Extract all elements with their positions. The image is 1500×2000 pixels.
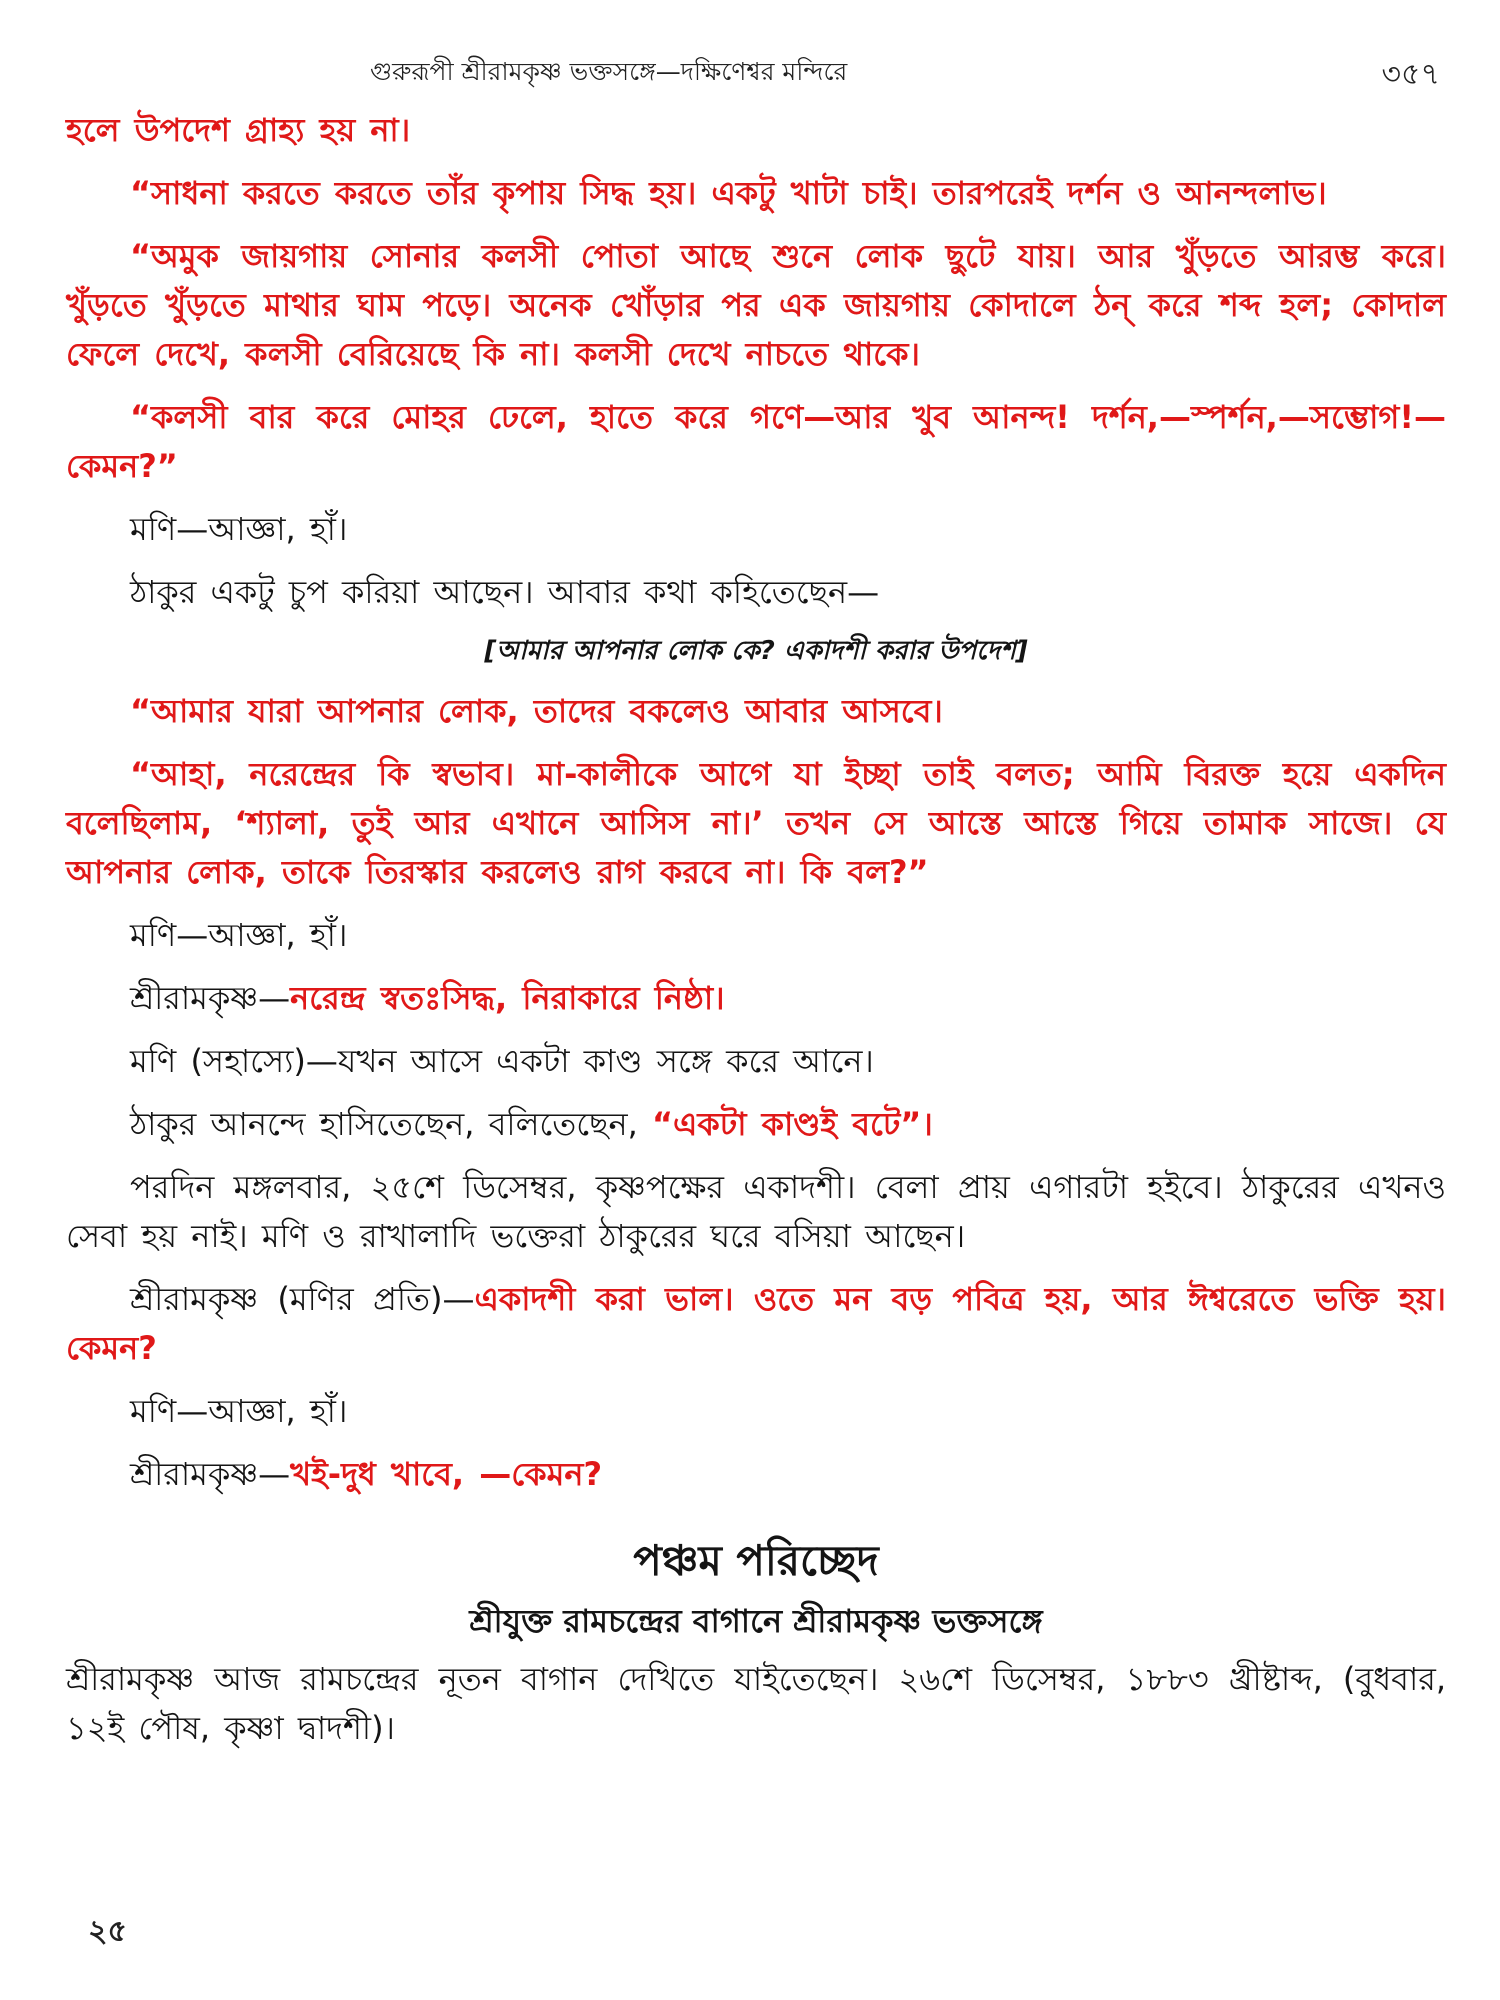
paragraph-16 (66, 1450, 1446, 1499)
running-header (0, 52, 1500, 92)
page-body (66, 106, 1446, 1767)
paragraph-5: মণি—আজ্ঞা, হাঁ। (130, 510, 348, 548)
signature-mark: ২৫ (88, 1914, 127, 1949)
paragraph-7: “আমার যারা আপনার লোক, তাদের বকলেও আবার আসবে। (130, 692, 943, 730)
paragraph-4: “কলসী বার করে মোহর ঢেলে, হাতে করে গণে—আর খুব আনন্দ! দর্শন,—স্পর্শন,—সম্ভোগ!—কেমন?” (66, 398, 1446, 485)
paragraph-6: ঠাকুর একটু চুপ করিয়া আছেন। আবার কথা কহিতেছেন— (130, 573, 880, 611)
paragraph-13: পরদিন মঙ্গলবার, ২৫শে ডিসেম্বর, কৃষ্ণপক্ষের একাদশী। বেলা প্রায় এগারটা হইবে। ঠাকুরের এখনও সেবা হয় নাই। মণি ও রাখালাদি ভক্তেরা ঠাকুরের ঘরে বসিয়া আছেন। (66, 1168, 1446, 1255)
paragraph-1: হলে উপদেশ গ্রাহ্য হয় না। (66, 111, 411, 149)
page-number: ৩৫৭ (1381, 57, 1440, 92)
speaker-label: শ্রীরামকৃষ্ণ— (130, 1455, 291, 1493)
paragraph-15: মণি—আজ্ঞা, হাঁ। (130, 1392, 348, 1430)
paragraph-2: “সাধনা করতে করতে তাঁর কৃপায় সিদ্ধ হয়। একটু খাটা চাই। তারপরেই দর্শন ও আনন্দলাভ। (130, 174, 1327, 212)
paragraph-8: “আহা, নরেন্দ্রের কি স্বভাব। মা-কালীকে আগে যা ইচ্ছা তাই বলত; আমি বিরক্ত হয়ে একদিন বলেছিলাম, ‘শ্যালা, তুই আর এখানে আসিস না।’ তখন সে আস্তে আস্তে গিয়ে তামাক সাজে। যে আপনার লোক, তাকে তিরস্কার করলেও রাগ করবে না। কি বল?” (66, 755, 1446, 891)
chapter-subtitle: শ্রীযুক্ত রামচন্দ্রের বাগানে শ্রীরামকৃষ্ণ ভক্তসঙ্গে (469, 1602, 1043, 1640)
paragraph-17: শ্রীরামকৃষ্ণ আজ রামচন্দ্রের নূতন বাগান দেখিতে যাইতেছেন। ২৬শে ডিসেম্বর, ১৮৮৩ খ্রীষ্টাব্দ, (বুধবার, ১২ই পৌষ, কৃষ্ণা দ্বাদশী)। (66, 1660, 1446, 1747)
paragraph-12 (66, 1100, 1446, 1149)
section-subheading: [আমার আপনার লোক কে? একাদশী করার উপদেশ] (484, 636, 1028, 666)
paragraph-9: মণি—আজ্ঞা, হাঁ। (130, 916, 348, 954)
paragraph-3: “অমুক জায়গায় সোনার কলসী পোতা আছে শুনে লোক ছুটে যায়। আর খুঁড়তে আরম্ভ করে। খুঁড়তে খুঁড়তে মাথার ঘাম পড়ে। অনেক খোঁড়ার পর এক জায়গায় কোদালে ঠন্ করে শব্দ হল; কোদাল ফেলে দেখে, কলসী বেরিয়েছে কি না। কলসী দেখে নাচতে থাকে। (66, 237, 1446, 373)
chapter-title: পঞ্চম পরিচ্ছেদ (633, 1536, 879, 1585)
speech-text: খই-দুধ খাবে, —কেমন? (290, 1455, 603, 1493)
speech-text: “একটা কাণ্ডই বটে”। (652, 1105, 933, 1143)
speaker-label: শ্রীরামকৃষ্ণ (মণির প্রতি)— (130, 1280, 475, 1318)
narration-text: ঠাকুর আনন্দে হাসিতেছেন, বলিতেছেন, (130, 1105, 652, 1143)
running-title: গুরুরূপী শ্রীরামকৃষ্ণ ভক্তসঙ্গে—দক্ষিণেশ্বর মন্দিরে (370, 57, 848, 86)
paragraph-11: মণি (সহাস্যে)—যখন আসে একটা কাণ্ড সঙ্গে করে আনে। (130, 1042, 874, 1080)
paragraph-10 (66, 974, 1446, 1023)
speaker-label: শ্রীরামকৃষ্ণ— (130, 979, 291, 1017)
paragraph-14 (66, 1275, 1446, 1373)
speech-text: একাদশী করা ভাল। ওতে মন বড় পবিত্র হয়, আর ঈশ্বরেতে ভক্তি হয়। কেমন? (66, 1280, 1446, 1367)
speech-text: নরেন্দ্র স্বতঃসিদ্ধ, নিরাকারে নিষ্ঠা। (290, 979, 725, 1017)
